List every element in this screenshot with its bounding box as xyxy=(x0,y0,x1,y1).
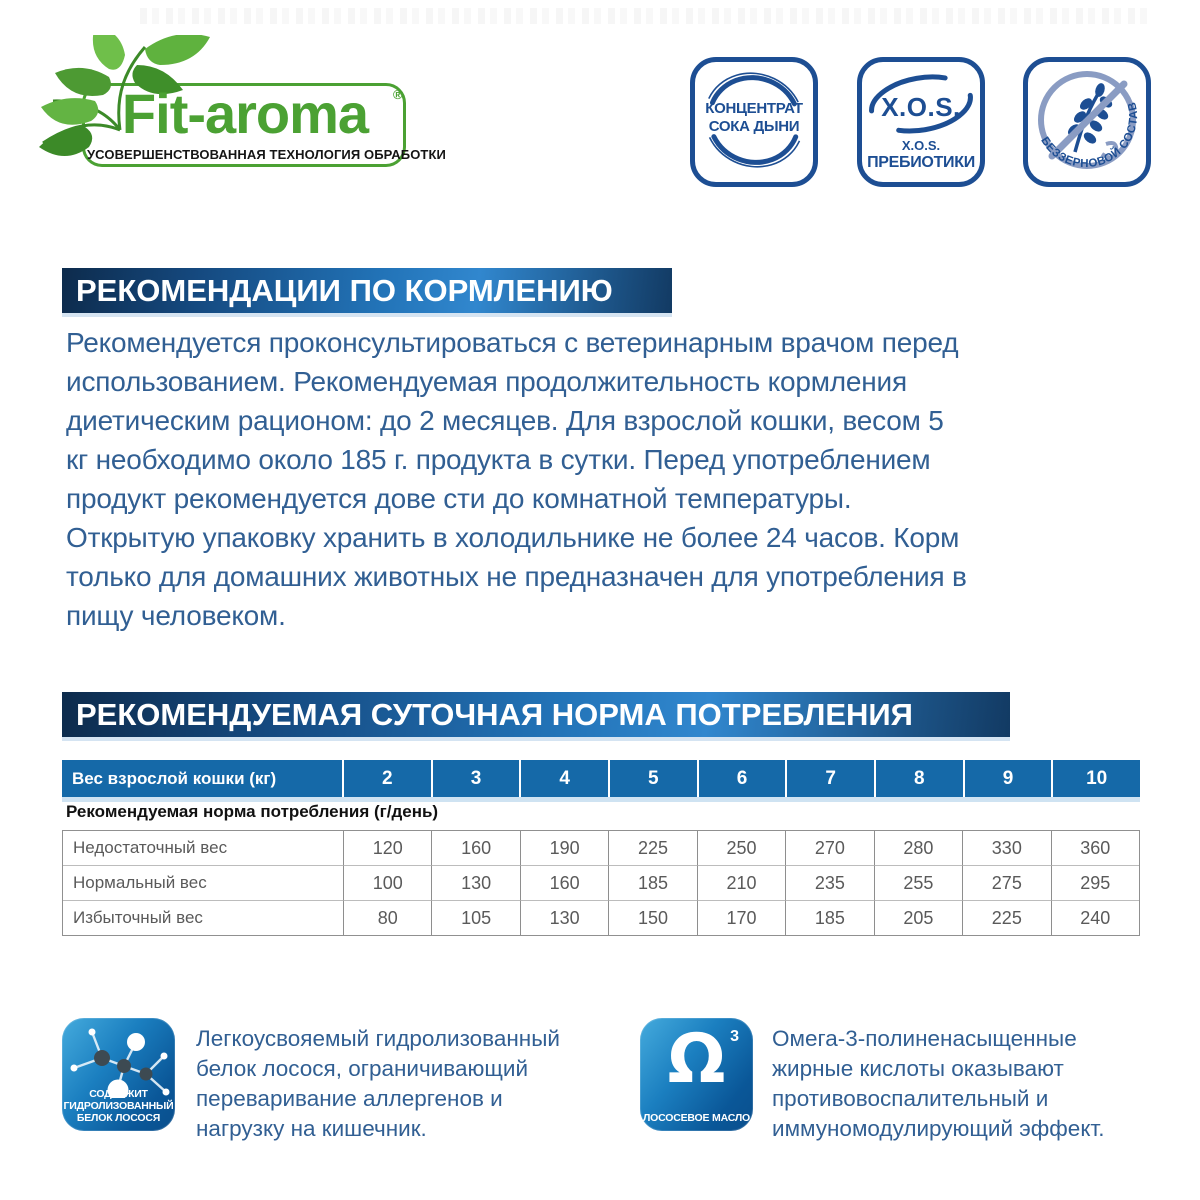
salmon-oil-caption: ЛОСОСЕВОЕ МАСЛО xyxy=(643,1112,750,1124)
scan-artifact-strip xyxy=(140,8,1150,24)
omega-superscript: 3 xyxy=(730,1028,739,1045)
intake-table-header-row xyxy=(62,760,1140,797)
brand-tagline: УСОВЕРШЕНСТВОВАННАЯ ТЕХНОЛОГИЯ ОБРАБОТКИ xyxy=(87,147,446,162)
table-cell: 160 xyxy=(520,865,608,900)
grain-free-arc-text: БЕЗЗЕРНОВОЙ СОСТАВ xyxy=(1038,100,1141,171)
fit-aroma-logo xyxy=(25,35,446,175)
brand-name: Fit-aroma xyxy=(121,82,369,145)
row-label: Нормальный вес xyxy=(63,865,343,900)
table-cell: 170 xyxy=(697,900,785,935)
table-cell: 235 xyxy=(785,865,873,900)
daily-intake-header: РЕКОМЕНДУЕМАЯ СУТОЧНАЯ НОРМА ПОТРЕБЛЕНИЯ xyxy=(62,692,1010,737)
table-cell: 360 xyxy=(1051,831,1139,865)
omega-symbol: Ω xyxy=(667,1020,726,1099)
table-cell: 105 xyxy=(431,900,519,935)
table-cell: 275 xyxy=(962,865,1050,900)
prebiotics-label: ПРЕБИОТИКИ xyxy=(867,154,975,171)
xos-sub-label: X.O.S. xyxy=(901,138,941,153)
row-label: Избыточный вес xyxy=(63,900,343,935)
table-cell: 330 xyxy=(962,831,1050,865)
table-cell: 280 xyxy=(874,831,962,865)
table-cell: 160 xyxy=(431,831,519,865)
registered-trademark-icon: ® xyxy=(393,87,403,102)
table-cell: 295 xyxy=(1051,865,1139,900)
omega3-feature-text: Омега-3-полиненасыщенные жирные кислоты оказывают противовоспалительный и иммуномодулирующий эффект. xyxy=(772,1026,1105,1141)
table-cell: 150 xyxy=(608,900,696,935)
row-label: Недостаточный вес xyxy=(73,838,228,857)
table-cell: 210 xyxy=(697,865,785,900)
weight-col: 4 xyxy=(519,760,608,797)
weight-col: 9 xyxy=(963,760,1052,797)
table-cell: 185 xyxy=(608,865,696,900)
table-cell: 120 xyxy=(343,831,431,865)
table-cell: 255 xyxy=(874,865,962,900)
weight-col: 6 xyxy=(697,760,786,797)
feeding-recommendations-header: РЕКОМЕНДАЦИИ ПО КОРМЛЕНИЮ xyxy=(62,268,672,313)
weight-header-cell: Вес взрослой кошки (кг) xyxy=(72,768,277,788)
protein-icon-caption: СОДЕРЖИТ ГИДРОЛИЗОВАННЫЙ БЕЛОК ЛОСОСЯ xyxy=(63,1088,174,1124)
intake-table-body xyxy=(62,830,1140,936)
melon-badge-label: КОНЦЕНТРАТ СОКА ДЫНИ xyxy=(705,100,803,135)
table-cell: 225 xyxy=(962,900,1050,935)
table-cell: 80 xyxy=(343,900,431,935)
table-cell: 130 xyxy=(431,865,519,900)
protein-feature-text: Легкоусвояемый гидролизованный белок лосося, ограничивающий переваривание аллергенов и нагрузку на кишечник. xyxy=(196,1026,560,1141)
table-cell: 250 xyxy=(697,831,785,865)
table-cell: 100 xyxy=(343,865,431,900)
weight-col: 5 xyxy=(608,760,697,797)
intake-table-subheader: Рекомендуемая норма потребления (г/день) xyxy=(66,802,439,821)
hydrolyzed-protein-icon xyxy=(62,1018,175,1131)
feeding-recommendations-text: Рекомендуется проконсультироваться с ветеринарным врачом перед использованием. Рекомендуемая продолжительность кормления диетическим рационом: до 2 месяцев. Для взрослой кошки, весом 5 кг необходимо около 185 г. продукта в сутки. Перед употреблением продукт рекомендуется дове сти до комнатной температуры. Открытую упаковку хранить в холодильнике не более 24 часов. Корм только для домашних животных не предназначен для употребления в пищу человеком. xyxy=(66,327,967,631)
table-cell: 130 xyxy=(520,900,608,935)
weight-col: 8 xyxy=(874,760,963,797)
omega3-icon xyxy=(640,1018,753,1131)
table-cell: 205 xyxy=(874,900,962,935)
melon-juice-badge xyxy=(690,57,818,187)
table-cell: 240 xyxy=(1051,900,1139,935)
weight-col: 2 xyxy=(342,760,431,797)
crossed-wheat-icon xyxy=(1028,62,1146,182)
weight-col: 10 xyxy=(1051,760,1140,797)
table-cell: 225 xyxy=(608,831,696,865)
table-cell: 270 xyxy=(785,831,873,865)
molecule-icon xyxy=(62,1018,175,1098)
weight-col: 7 xyxy=(785,760,874,797)
table-cell: 185 xyxy=(785,900,873,935)
table-cell: 190 xyxy=(520,831,608,865)
xos-prebiotics-badge xyxy=(857,57,985,187)
xos-main-label: X.O.S. xyxy=(881,92,961,122)
weight-col: 3 xyxy=(431,760,520,797)
grain-free-badge xyxy=(1023,57,1151,187)
